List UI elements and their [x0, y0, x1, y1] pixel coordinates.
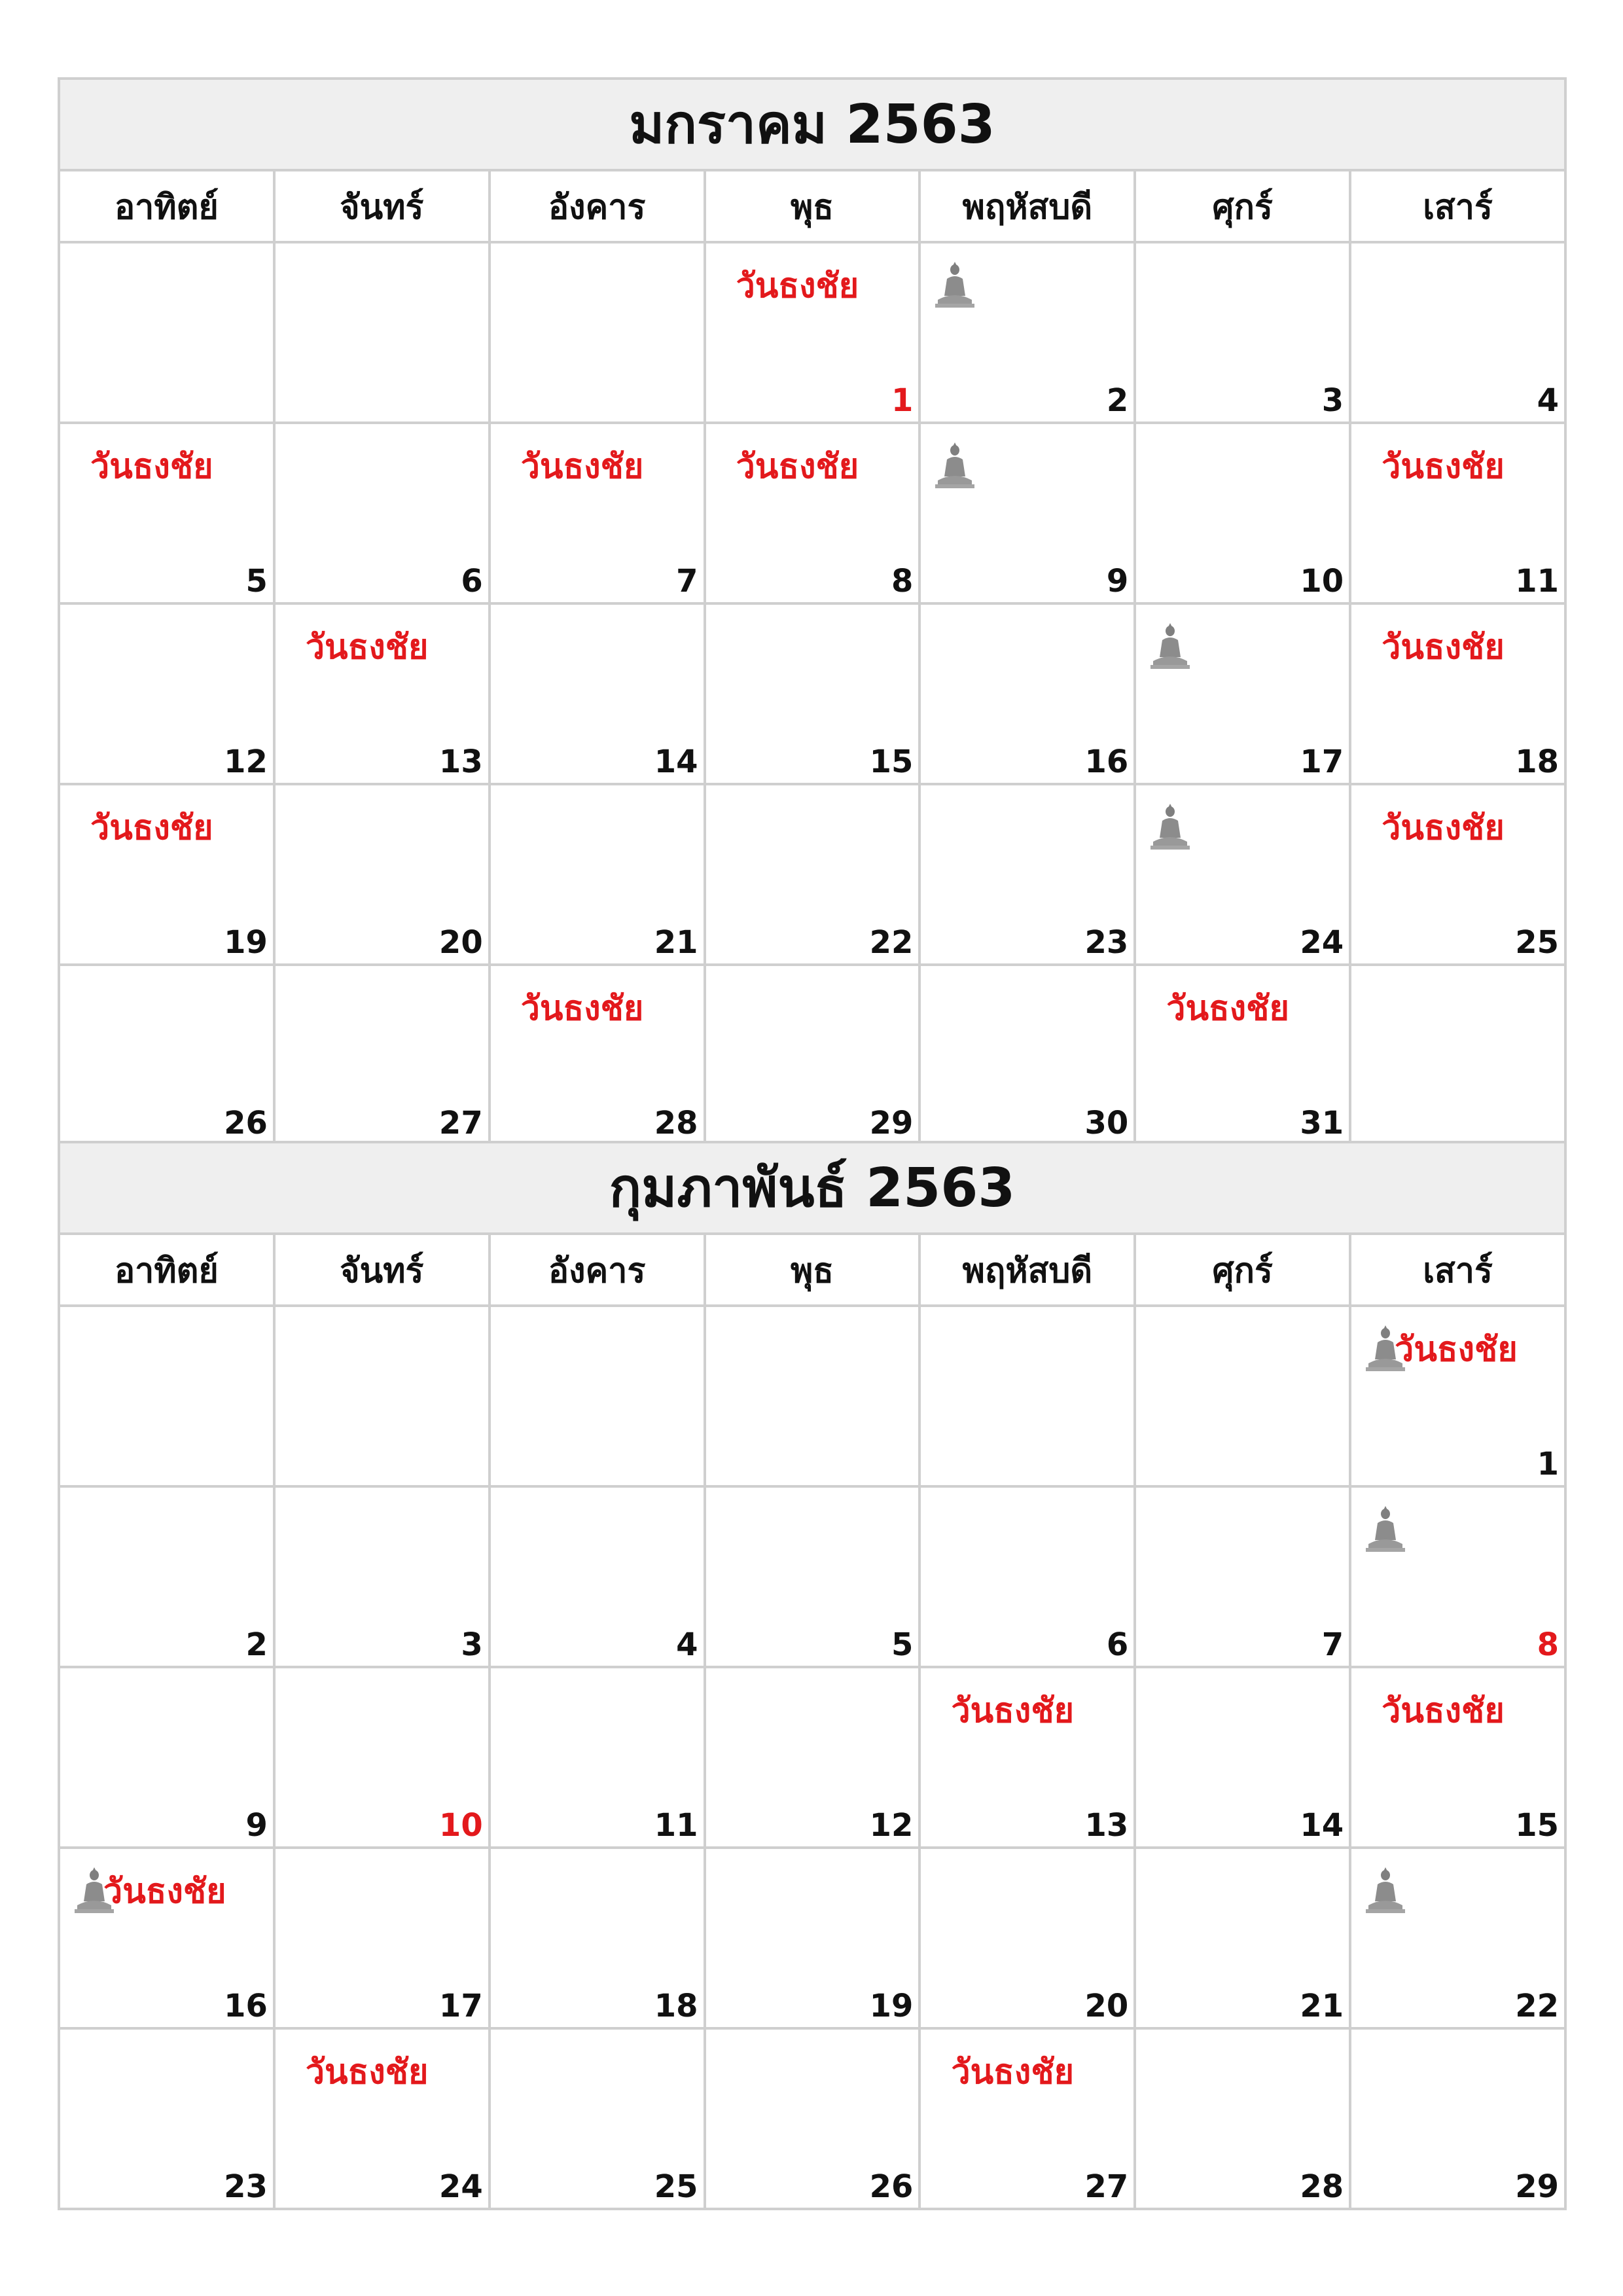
weekday-sunday: อาทิตย์ [60, 171, 276, 243]
day-cell[interactable] [921, 605, 1136, 785]
day-number: 15 [869, 744, 914, 780]
day-number: 19 [869, 1988, 914, 2024]
day-number: 29 [1515, 2168, 1560, 2205]
auspicious-day-label: วันธงชัย [1166, 989, 1289, 1028]
day-cell[interactable] [1136, 1307, 1351, 1488]
day-number: 1 [891, 382, 914, 419]
day-cell[interactable] [60, 966, 276, 1147]
weekday-monday: จันทร์ [276, 1235, 491, 1307]
day-cell[interactable] [60, 1849, 276, 2030]
auspicious-day-label: วันธงชัย [951, 2053, 1075, 2092]
day-number: 16 [224, 1988, 268, 2024]
auspicious-day-label: วันธงชัย [951, 1691, 1075, 1731]
day-number: 18 [654, 1988, 698, 2024]
day-number: 31 [1300, 1105, 1344, 1141]
day-cell[interactable] [491, 424, 706, 605]
day-cell[interactable] [1351, 605, 1567, 785]
auspicious-day-label: วันธงชัย [90, 447, 213, 486]
day-number: 11 [654, 1807, 698, 1844]
day-cell[interactable] [921, 1307, 1136, 1488]
day-number: 5 [245, 563, 268, 600]
day-cell[interactable] [706, 1668, 921, 1849]
day-cell[interactable] [491, 1488, 706, 1668]
day-cell[interactable] [276, 605, 491, 785]
day-number: 10 [1300, 563, 1344, 600]
weekday-thursday: พฤหัสบดี [921, 1235, 1136, 1307]
day-cell[interactable] [921, 1849, 1136, 2030]
day-number: 1 [1537, 1446, 1560, 1482]
day-cell[interactable] [276, 243, 491, 424]
day-number: 27 [1084, 2168, 1129, 2205]
day-cell[interactable] [1351, 1849, 1567, 2030]
day-cell[interactable] [706, 1307, 921, 1488]
day-cell[interactable] [1351, 2030, 1567, 2210]
day-cell[interactable] [1136, 966, 1351, 1147]
day-cell[interactable] [706, 1488, 921, 1668]
day-number: 9 [1106, 563, 1129, 600]
weeks-grid [60, 1307, 1567, 2210]
weekday-sunday: อาทิตย์ [60, 1235, 276, 1307]
auspicious-day-label: วันธงชัย [736, 266, 859, 306]
day-number: 2 [1106, 382, 1129, 419]
day-number: 20 [438, 924, 483, 961]
day-number: 4 [676, 1626, 698, 1663]
day-number: 14 [1300, 1807, 1344, 1844]
calendar-january [58, 77, 1567, 1147]
day-cell[interactable] [1136, 605, 1351, 785]
buddha-icon [1364, 1867, 1406, 1914]
day-number: 24 [438, 2168, 483, 2205]
day-cell[interactable] [491, 1849, 706, 2030]
buddha-icon [934, 262, 976, 309]
day-cell[interactable] [1351, 243, 1567, 424]
day-cell[interactable] [921, 1668, 1136, 1849]
day-cell[interactable] [921, 2030, 1136, 2210]
auspicious-day-label: วันธงชัย [1395, 1330, 1518, 1369]
day-cell[interactable] [276, 1307, 491, 1488]
day-cell[interactable] [921, 424, 1136, 605]
day-number: 13 [1084, 1807, 1129, 1844]
day-cell[interactable] [1136, 785, 1351, 966]
auspicious-day-label: วันธงชัย [90, 808, 213, 848]
day-cell[interactable] [1351, 1307, 1567, 1488]
week-row [60, 1307, 1567, 1488]
month-title: กุมภาพันธ์ 2563 [60, 1143, 1567, 1235]
day-number: 13 [438, 744, 483, 780]
day-cell[interactable] [491, 966, 706, 1147]
day-cell[interactable] [491, 243, 706, 424]
month-title: มกราคม 2563 [60, 80, 1567, 171]
day-cell[interactable] [60, 1488, 276, 1668]
day-cell[interactable] [60, 243, 276, 424]
day-cell[interactable] [60, 785, 276, 966]
day-number: 4 [1537, 382, 1560, 419]
day-cell[interactable] [276, 424, 491, 605]
week-row [60, 424, 1567, 605]
day-cell[interactable] [60, 1307, 276, 1488]
day-number: 6 [461, 563, 483, 600]
buddha-icon [1149, 623, 1191, 670]
day-cell[interactable] [1136, 243, 1351, 424]
day-number: 18 [1515, 744, 1560, 780]
day-cell[interactable] [706, 966, 921, 1147]
weekday-tuesday: อังคาร [491, 1235, 706, 1307]
day-number: 21 [654, 924, 698, 961]
day-number: 7 [676, 563, 698, 600]
auspicious-day-label: วันธงชัย [305, 628, 429, 667]
day-cell[interactable] [706, 1849, 921, 2030]
day-number: 12 [869, 1807, 914, 1844]
day-number: 28 [1300, 2168, 1344, 2205]
auspicious-day-label: วันธงชัย [305, 2053, 429, 2092]
auspicious-day-label: วันธงชัย [103, 1872, 226, 1911]
auspicious-day-label: วันธงชัย [736, 447, 859, 486]
weekday-thursday: พฤหัสบดี [921, 171, 1136, 243]
day-number: 27 [438, 1105, 483, 1141]
day-cell[interactable] [491, 785, 706, 966]
day-cell[interactable] [276, 966, 491, 1147]
day-number: 24 [1300, 924, 1344, 961]
day-number: 29 [869, 1105, 914, 1141]
day-cell[interactable] [491, 1668, 706, 1849]
day-number: 19 [224, 924, 268, 961]
week-row [60, 1488, 1567, 1668]
weekday-header-row [60, 171, 1567, 243]
weekday-header-row [60, 1235, 1567, 1307]
weekday-tuesday: อังคาร [491, 171, 706, 243]
day-number: 26 [869, 2168, 914, 2205]
day-cell[interactable] [706, 785, 921, 966]
weekday-friday: ศุกร์ [1136, 171, 1351, 243]
day-number: 22 [869, 924, 914, 961]
day-cell[interactable] [1351, 424, 1567, 605]
day-cell[interactable] [706, 605, 921, 785]
weekday-friday: ศุกร์ [1136, 1235, 1351, 1307]
day-cell[interactable] [1136, 1849, 1351, 2030]
day-cell[interactable] [921, 785, 1136, 966]
buddha-icon [1364, 1506, 1406, 1553]
auspicious-day-label: วันธงชัย [520, 447, 644, 486]
day-cell[interactable] [276, 1849, 491, 2030]
week-row [60, 785, 1567, 966]
day-cell[interactable] [706, 2030, 921, 2210]
day-number: 2 [245, 1626, 268, 1663]
day-cell[interactable] [60, 1668, 276, 1849]
day-cell[interactable] [1136, 424, 1351, 605]
day-number: 11 [1515, 563, 1560, 600]
day-cell[interactable] [491, 1307, 706, 1488]
day-number: 8 [1537, 1626, 1560, 1663]
auspicious-day-label: วันธงชัย [1382, 808, 1505, 848]
day-cell[interactable] [921, 1488, 1136, 1668]
week-row [60, 1668, 1567, 1849]
day-number: 5 [891, 1626, 914, 1663]
day-number: 8 [891, 563, 914, 600]
weeks-grid [60, 243, 1567, 1147]
day-cell[interactable] [276, 785, 491, 966]
day-number: 25 [1515, 924, 1560, 961]
day-number: 25 [654, 2168, 698, 2205]
day-cell[interactable] [276, 2030, 491, 2210]
day-number: 17 [1300, 744, 1344, 780]
day-number: 30 [1084, 1105, 1129, 1141]
weekday-saturday: เสาร์ [1351, 171, 1567, 243]
day-cell[interactable] [60, 605, 276, 785]
day-number: 3 [461, 1626, 483, 1663]
day-number: 6 [1106, 1626, 1129, 1663]
buddha-icon [934, 442, 976, 490]
day-cell[interactable] [276, 1668, 491, 1849]
day-number: 23 [1084, 924, 1129, 961]
day-number: 15 [1515, 1807, 1560, 1844]
day-cell[interactable] [706, 243, 921, 424]
day-number: 28 [654, 1105, 698, 1141]
day-number: 9 [245, 1807, 268, 1844]
day-number: 17 [438, 1988, 483, 2024]
day-cell[interactable] [706, 424, 921, 605]
day-cell[interactable] [276, 1488, 491, 1668]
day-cell[interactable] [1136, 1668, 1351, 1849]
week-row [60, 2030, 1567, 2210]
week-row [60, 605, 1567, 785]
weekday-wednesday: พุธ [706, 171, 921, 243]
buddha-icon [1149, 804, 1191, 851]
week-row [60, 966, 1567, 1147]
day-number: 21 [1300, 1988, 1344, 2024]
day-number: 23 [224, 2168, 268, 2205]
day-cell[interactable] [921, 243, 1136, 424]
day-number: 10 [438, 1807, 483, 1844]
day-number: 22 [1515, 1988, 1560, 2024]
auspicious-day-label: วันธงชัย [1382, 628, 1505, 667]
day-cell[interactable] [1136, 1488, 1351, 1668]
day-number: 20 [1084, 1988, 1129, 2024]
day-cell[interactable] [491, 605, 706, 785]
day-cell[interactable] [60, 2030, 276, 2210]
weekday-monday: จันทร์ [276, 171, 491, 243]
day-number: 7 [1321, 1626, 1344, 1663]
day-number: 12 [224, 744, 268, 780]
day-cell[interactable] [1351, 1668, 1567, 1849]
day-number: 3 [1321, 382, 1344, 419]
day-cell[interactable] [1136, 2030, 1351, 2210]
day-cell[interactable] [60, 424, 276, 605]
week-row [60, 1849, 1567, 2030]
auspicious-day-label: วันธงชัย [1382, 447, 1505, 486]
day-cell[interactable] [1351, 785, 1567, 966]
day-cell[interactable] [491, 2030, 706, 2210]
day-cell[interactable] [1351, 1488, 1567, 1668]
week-row [60, 243, 1567, 424]
weekday-wednesday: พุธ [706, 1235, 921, 1307]
calendar-february [58, 1141, 1567, 2210]
auspicious-day-label: วันธงชัย [1382, 1691, 1505, 1731]
day-number: 14 [654, 744, 698, 780]
day-cell[interactable] [921, 966, 1136, 1147]
day-number: 26 [224, 1105, 268, 1141]
auspicious-day-label: วันธงชัย [520, 989, 644, 1028]
day-cell[interactable] [1351, 966, 1567, 1147]
day-number: 16 [1084, 744, 1129, 780]
weekday-saturday: เสาร์ [1351, 1235, 1567, 1307]
